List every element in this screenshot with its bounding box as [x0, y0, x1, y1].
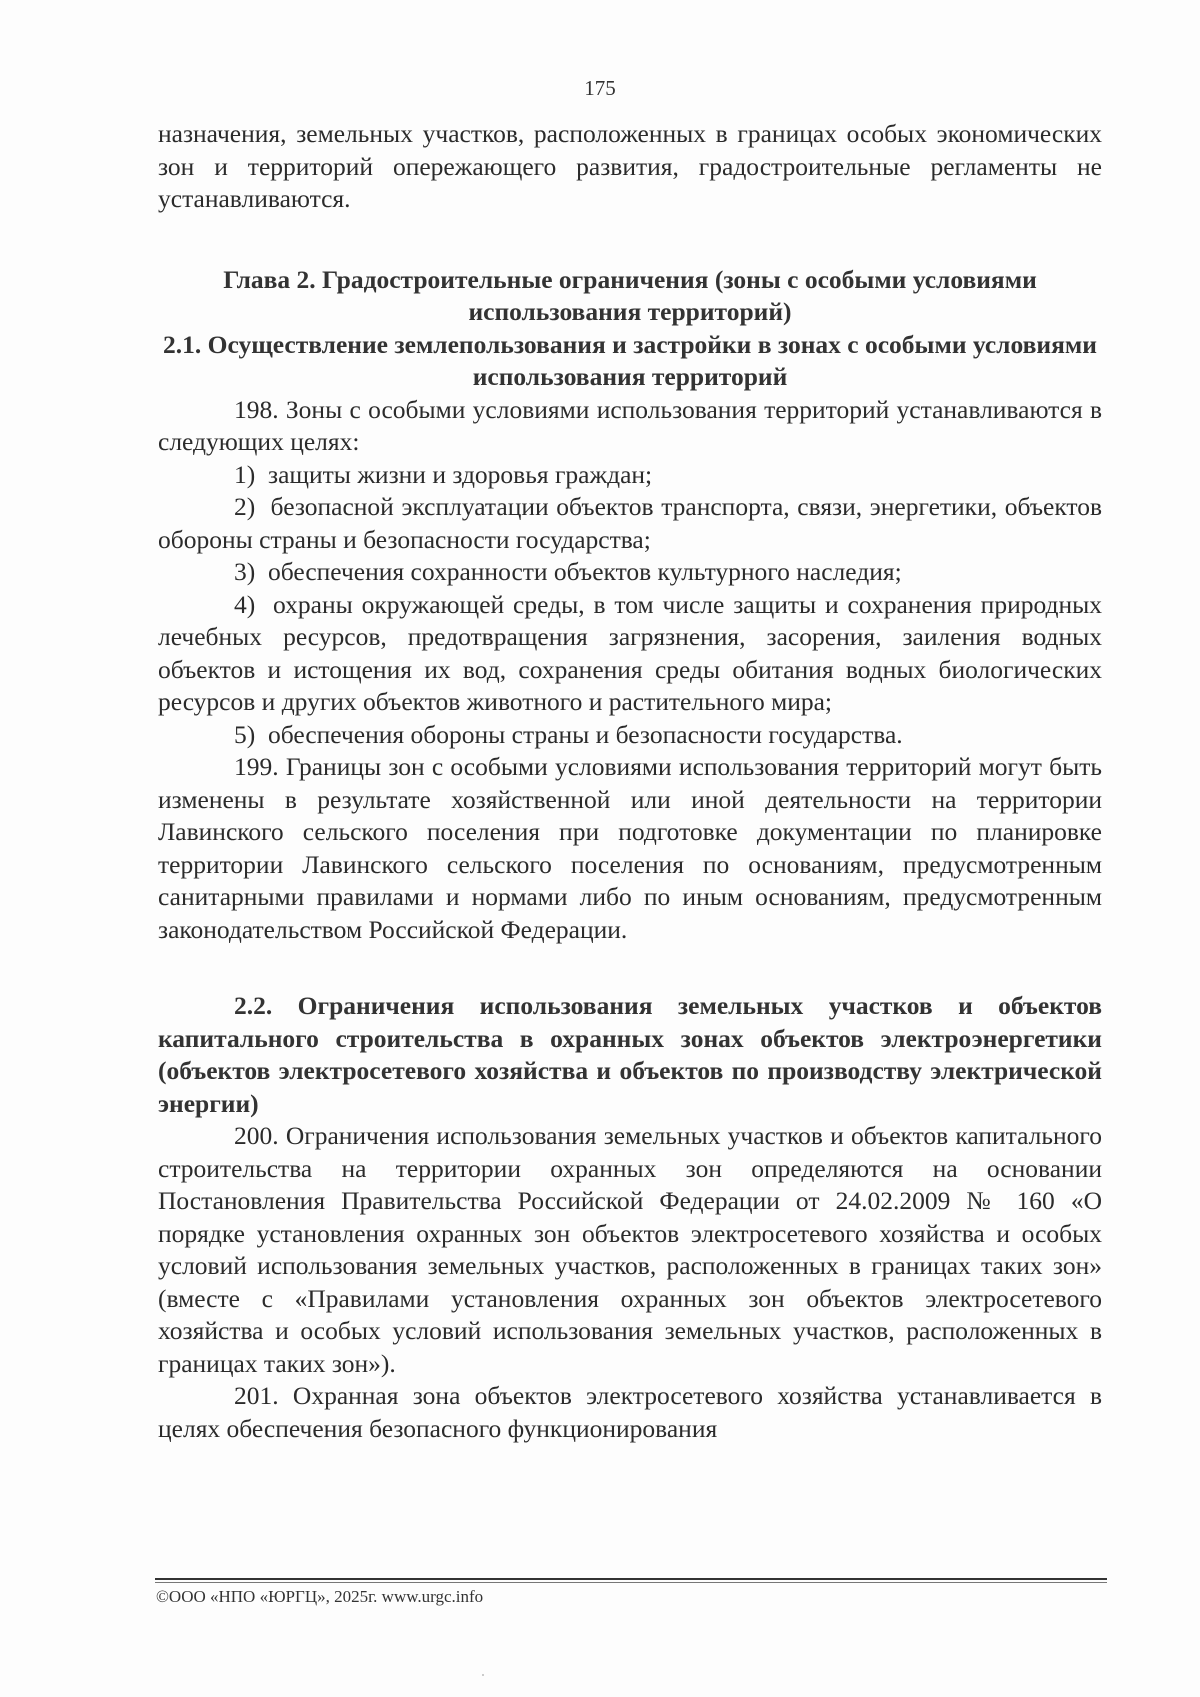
page-number: 175 [584, 76, 616, 100]
spacer [158, 216, 1102, 264]
list-item: 3) обеспечения сохранности объектов культурного наследия; [234, 557, 902, 586]
chapter-title: Глава 2. Градостроительные ограничения (зоны с особыми условиями использования территорий) [223, 264, 1037, 326]
footer-copyright: ©ООО «НПО «ЮРГЦ», 2025г. www.urgc.info [156, 1587, 484, 1606]
paragraph-201: 201. Охранная зона объектов электросетевого хозяйства устанавливается в целях обеспечения безопасного функционирования [158, 1381, 1102, 1443]
list-item: 5) обеспечения обороны страны и безопасности государства. [234, 719, 903, 749]
list-item: 1) защиты жизни и здоровья граждан; [234, 459, 653, 489]
list-item: 2) безопасной эксплуатации объектов транспорта, связи, энергетики, объектов обороны страны и безопасности государства; [158, 492, 1102, 554]
paragraph-200: 200. Ограничения использования земельных участков и объектов капитального строительства на территории охранных зон определяются на основании Постановления Правительства Российской Федерации от 24.02.2009 № 160 «О порядке установления охранных зон объектов электросетевого хозяйства и особых условий использования земельных участков, расположенных в границах таких зон» (вместе с «Правилами установления охранных зон объектов электросетевого хозяйства и особых условий использования земельных участков, расположенных в границах таких зон»). [158, 1121, 1102, 1378]
scan-speck [482, 1674, 484, 1676]
spacer [158, 946, 1102, 990]
footer-divider [155, 1578, 1107, 1580]
paragraph-198: 198. Зоны с особыми условиями использования территорий устанавливаются в следующих целях: [158, 394, 1102, 456]
page-body [158, 118, 1102, 1445]
list-item: 4) охраны окружающей среды, в том числе защиты и сохранения природных лечебных ресурсов, предотвращения загрязнения, засорения, заиления водных объектов и истощения их вод, сохранения среды обитания водных биологических ресурсов и других объектов животного и растительного мира; [158, 589, 1102, 716]
paragraph-199: 199. Границы зон с особыми условиями использования территорий могут быть изменены в результате хозяйственной или иной деятельности на территории Лавинского сельского поселения при подготовке документации по планировке территории Лавинского сельского поселения по основаниям, предусмотренным санитарными правилами и нормами либо по иным основаниям, предусмотренным законодательством Российской Федерации. [158, 752, 1102, 944]
section-2-2-title: 2.2. Ограничения использования земельных участков и объектов капитального строительства в охранных зонах объектов электроэнергетики (объектов электросетевого хозяйства и объектов по производству электрической энергии) [158, 991, 1102, 1118]
section-2-1-title: 2.1. Осуществление землепользования и застройки в зонах с особыми условиями использования территорий [163, 329, 1097, 391]
intro-paragraph: назначения, земельных участков, расположенных в границах особых экономических зон и территорий опережающего развития, градостроительные регламенты не устанавливаются. [158, 119, 1102, 213]
footer-divider-thin [155, 1582, 1107, 1583]
